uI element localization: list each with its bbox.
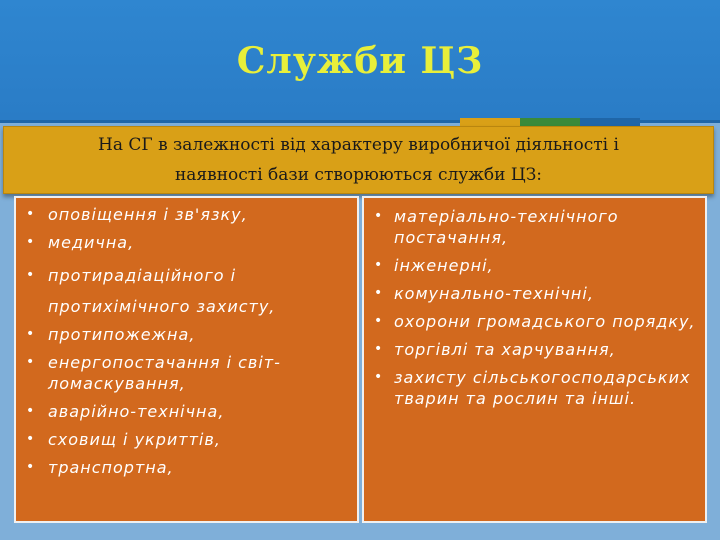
list-item: • торгівлі та харчування,: [374, 340, 616, 359]
bullet-icon: •: [374, 285, 384, 301]
title-bar: [0, 0, 720, 123]
list-item: • матеріально-технічного постачання,: [374, 207, 619, 247]
list-item: • транспортна,: [26, 458, 174, 477]
slide-title: Служби ЦЗ: [236, 40, 484, 82]
list-item: • оповіщення і зв'язку,: [26, 205, 248, 224]
bullet-icon: •: [374, 369, 384, 385]
list-item: • захисту сільськогосподарських тварин та рослин та інші.: [374, 368, 691, 408]
left-column: [14, 196, 359, 523]
list-item: • комунально-технічні,: [374, 284, 594, 303]
bullet-icon: •: [374, 257, 384, 273]
intro-banner: [3, 126, 714, 194]
list-item: • аварійно-технічна,: [26, 402, 225, 421]
list-item: • медична,: [26, 233, 135, 252]
bullet-icon: •: [26, 234, 36, 250]
bullet-icon: •: [26, 431, 36, 447]
right-services-list: [364, 198, 705, 409]
accent-bar: [460, 118, 520, 126]
bullet-icon: •: [374, 341, 384, 357]
banner-line-1: На СГ в залежності від характеру виробничої діяльності і: [98, 135, 619, 155]
bullet-icon: •: [374, 208, 384, 224]
bullet-icon: •: [374, 313, 384, 329]
bullet-icon: •: [26, 267, 36, 283]
list-item: • протипожежна,: [26, 325, 196, 344]
left-services-list: [16, 198, 357, 478]
list-item: • сховищ і укриттів,: [26, 430, 221, 449]
right-column: [362, 196, 707, 523]
accent-bar: [520, 118, 580, 126]
bullet-icon: •: [26, 459, 36, 475]
bullet-icon: •: [26, 326, 36, 342]
bullet-icon: •: [26, 403, 36, 419]
bullet-icon: •: [26, 354, 36, 370]
list-item: • енергопостачання і світ-ломаскування,: [26, 353, 281, 393]
accent-bar: [580, 118, 640, 126]
banner-line-2: наявності бази створюються служби ЦЗ:: [174, 165, 543, 185]
list-item: • інженерні,: [374, 256, 494, 275]
list-item: • охорони громадського порядку,: [374, 312, 696, 331]
list-item: • протирадіаційного і протихімічного захисту,: [26, 260, 357, 322]
bullet-icon: •: [26, 206, 36, 222]
